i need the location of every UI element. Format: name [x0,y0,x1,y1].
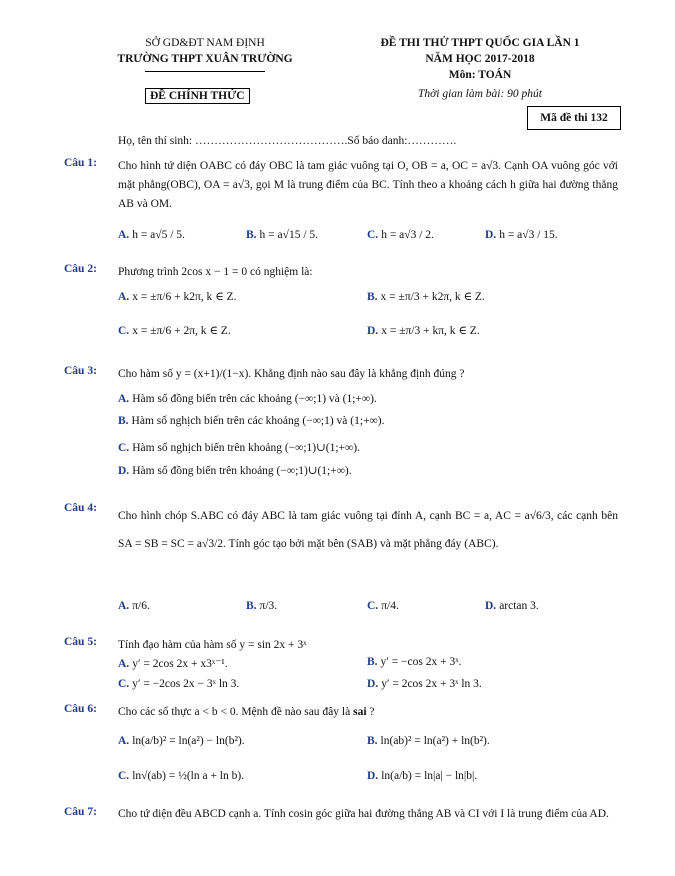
option-b[interactable]: B. x = ±π/3 + k2π, k ∈ Z. [367,291,485,303]
option-a[interactable]: A. Hàm số đồng biến trên các khoảng (−∞;1) và (1;+∞). [118,393,377,405]
question-text: Cho hàm số y = (x+1)/(1−x). Khẳng định nào sau đây là khẳng định đúng ? [118,368,465,380]
question-3 [64,365,624,485]
question-6 [64,703,624,798]
option-a[interactable]: A. y′ = 2cos 2x + x3ˣ⁻¹. [118,658,228,670]
option-d[interactable]: D. y′ = 2cos 2x + 3ˣ ln 3. [367,678,482,690]
school-name: TRƯỜNG THPT XUÂN TRƯỜNG [117,53,293,65]
option-c[interactable]: C. y′ = −2cos 2x − 3ˣ ln 3. [118,678,240,690]
option-b[interactable]: B. h = a√15 / 5. [246,229,319,241]
option-a[interactable]: A. x = ±π/6 + k2π, k ∈ Z. [118,291,237,303]
option-b[interactable]: B. y′ = −cos 2x + 3ˣ. [367,656,462,668]
question-2 [64,263,624,343]
option-c[interactable]: C. x = ±π/6 + 2π, k ∈ Z. [118,325,231,337]
exam-code-box: Mã đề thi 132 [527,106,621,130]
option-a[interactable]: A. ln(a/b)² = ln(a²) − ln(b²). [118,735,245,747]
question-label: Câu 7: [64,806,97,818]
option-c[interactable]: C. h = a√3 / 2. [367,229,434,241]
question-text: Cho hình tứ diện OABC có đáy OBC là tam giác vuông tại O, OB = a, OC = a√3. Cạnh OA vuông góc với mặt phẳng(OBC), OA = a√3, gọi M là trung điểm của BC. Tính theo a khoảng cách h giữa hai đường thẳng AB và OM. [118,160,618,210]
question-label: Câu 5: [64,636,97,648]
option-d[interactable]: D. arctan 3. [485,600,539,612]
school-year: NĂM HỌC 2017-2018 [425,53,535,65]
question-text: Cho các số thực a < b < 0. Mệnh đề nào sau đây là sai ? [118,706,375,718]
option-d[interactable]: D. Hàm số đồng biến trên khoảng (−∞;1)∪(1;+∞). [118,465,352,477]
question-label: Câu 2: [64,263,97,275]
option-d[interactable]: D. ln(a/b) = ln|a| − ln|b|. [367,770,478,782]
option-a[interactable]: A. h = a√5 / 5. [118,229,185,241]
option-b[interactable]: B. ln(ab)² = ln(a²) + ln(b²). [367,735,490,747]
question-text: Tính đạo hàm của hàm số y = sin 2x + 3ˣ [118,639,307,651]
option-c[interactable]: C. Hàm số nghịch biến trên khoảng (−∞;1)∪(1;+∞). [118,442,360,454]
question-5 [64,636,624,696]
question-text: Cho tứ diện đều ABCD cạnh a. Tính cosin góc giữa hai đường thẳng AB và CI với I là trung điểm của AD. [118,808,609,820]
official-badge: ĐỀ CHÍNH THỨC [145,88,250,104]
option-c[interactable]: C. π/4. [367,600,399,612]
question-text: Cho hình chóp S.ABC có đáy ABC là tam giác vuông tại đỉnh A, cạnh BC = a, AC = a√6/3, các cạnh bên SA = SB = SC = a√3/2. Tính góc tạo bởi mặt bên (SAB) và mặt phẳng đáy (ABC). [118,510,618,550]
question-7 [64,806,624,846]
question-label: Câu 1: [64,157,97,169]
question-4 [64,502,624,622]
option-c[interactable]: C. ln√(ab) = ½(ln a + ln b). [118,770,245,782]
emphasis-sai: sai [353,706,367,718]
question-label: Câu 3: [64,365,97,377]
question-text: Phương trình 2cos x − 1 = 0 có nghiệm là: [118,266,313,278]
school-department: SỞ GD&ĐT NAM ĐỊNH [145,37,265,49]
option-b[interactable]: B. π/3. [246,600,278,612]
question-1 [64,157,624,257]
question-label: Câu 6: [64,703,97,715]
question-label: Câu 4: [64,502,97,514]
exam-time: Thời gian làm bài: 90 phút [417,88,543,100]
option-b[interactable]: B. Hàm số nghịch biến trên các khoảng (−∞;1) và (1;+∞). [118,415,385,427]
subject: Môn: TOÁN [448,69,512,81]
header-divider [145,71,265,72]
exam-title: ĐỀ THI THỬ THPT QUỐC GIA LẦN 1 [380,37,580,49]
option-d[interactable]: D. h = a√3 / 15. [485,229,558,241]
option-a[interactable]: A. π/6. [118,600,150,612]
student-info-line: Họ, tên thí sinh: ………………………………….Số báo danh:…………. [118,135,457,147]
option-d[interactable]: D. x = ±π/3 + kπ, k ∈ Z. [367,325,480,337]
